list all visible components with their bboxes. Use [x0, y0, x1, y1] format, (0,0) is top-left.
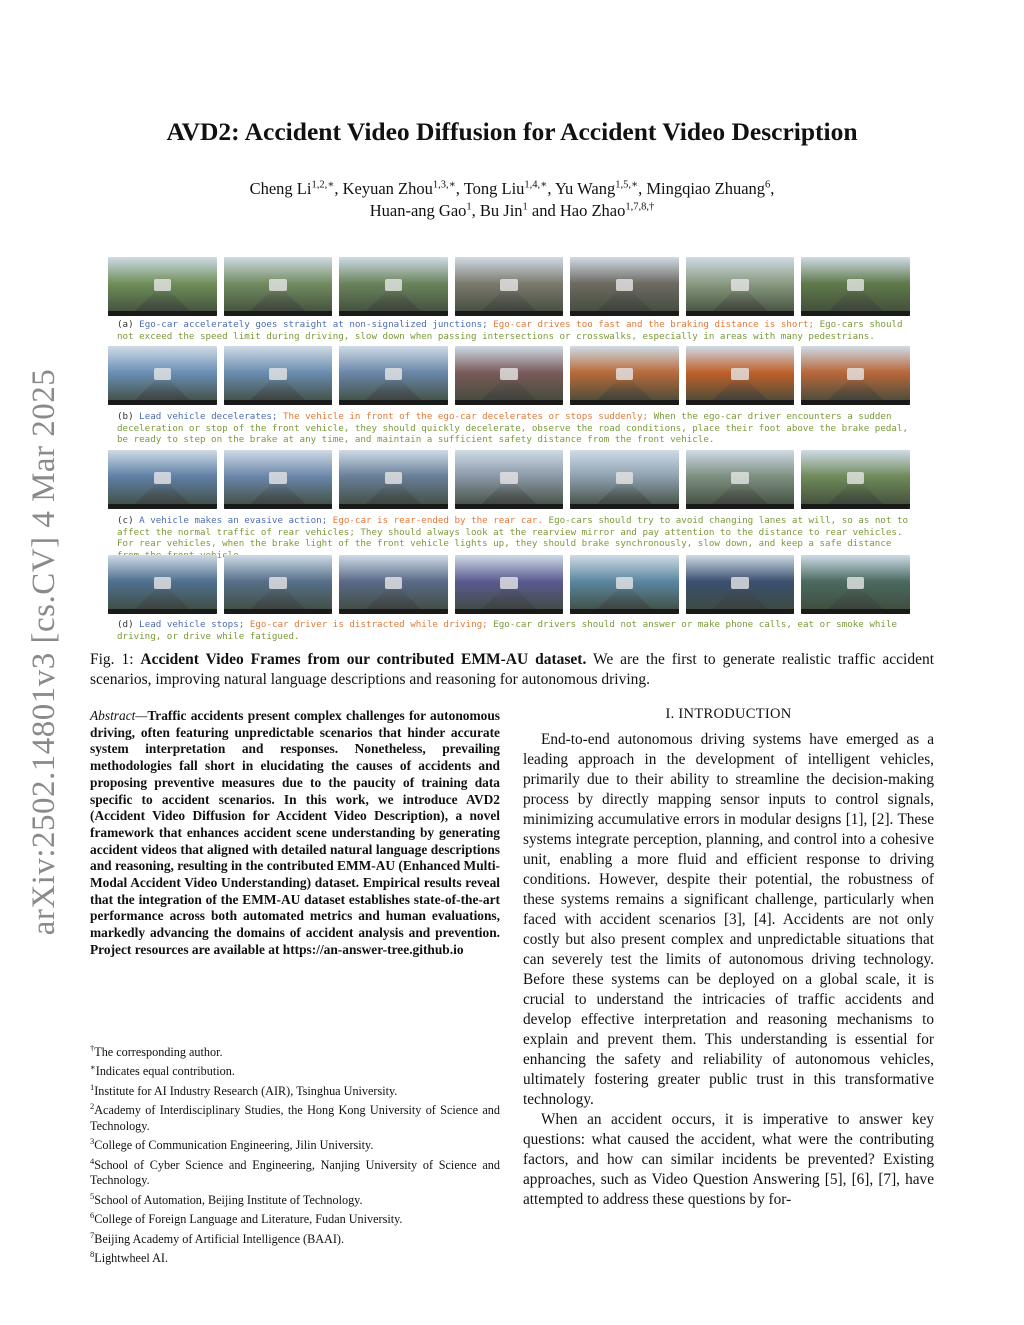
video-frame — [108, 555, 217, 614]
abstract-text: Traffic accidents present complex challenges for autonomous driving, often featuring unpredictable scenarios that hinder accurate system interpretation and responses. Nonetheless, prevailing methodologies fall short in elucidating the causes of accidents and proposing preventive measures due to the paucity of training data specific to accident scenarios. In this work, we introduce AVD2 (Accident Video Diffusion for Accident Video Description), a novel framework that enhances accident scene understanding by generating accident videos that aligned with detailed natural language descriptions and reasoning, resulting in the contributed EMM-AU (Enhanced Multi-Modal Accident Video Understanding) dataset. Empirical results reveal that the integration of the EMM-AU dataset establishes state-of-the-art performance across both automated metrics and human evaluations, markedly advancing the domains of accident analysis and prevention. Project resources are available at https://an-answer-tree.github.io — [90, 708, 500, 957]
figure-row-b-caption: (b) Lead vehicle decelerates; The vehicle in front of the ego-car decelerates or stops suddenly; When the ego-car driver encounters a sudden deceleration or stop of the front vehicle, they should quickly decelerate, observe the road conditions, place their foot above the brake pedal, be ready to step on the brake at any time, and maintain a sufficient safety distance from the front vehicle. — [117, 411, 908, 446]
footnote: $^6$College of Foreign Language and Literature, Fudan University. — [90, 1210, 403, 1227]
author-6: Bu Jin$^1$ and — [479, 201, 560, 220]
author-1: Keyuan Zhou$^{1,3,∗}$, — [342, 178, 464, 198]
figure-caption: Fig. 1: Accident Video Frames from our contributed EMM-AU dataset. We are the first to generate realistic traffic accident scenarios, improving natural language descriptions and reasoning for autonomous driving. — [90, 651, 935, 688]
video-frame — [108, 346, 217, 405]
figure-row-d-caption: (d) Lead vehicle stops; Ego-car driver is distracted while driving; Ego-car drivers should not answer or make phone calls, eat or smoke while driving, or drive while fatigued. — [117, 619, 898, 642]
footnote: $^1$Institute for AI Industry Research (AIR), Tsinghua University. — [90, 1081, 398, 1098]
author-0: Cheng $Li^{1,2,∗}$, — [249, 178, 343, 198]
footnote: $^4$School of Cyber Science and Engineering, Nanjing University of Science and Technology. — [90, 1155, 500, 1188]
video-frame — [108, 450, 217, 509]
video-frame — [224, 346, 333, 405]
footnote: $^8$Lightwheel AI. — [90, 1249, 169, 1266]
figure-row-a-caption: (a) Ego-car accelerately goes straight at non-signalized junctions; Ego-car drives too fast and the braking distance is short; Ego-cars should not exceed the speed limit during driving, slow down when passing intersections or crosswalks, especially in areas with many pedestrians. — [117, 319, 903, 342]
author-2: Tong Liu$^{1,4,∗}$, — [463, 178, 555, 198]
video-frame — [686, 346, 795, 405]
author-line-2 — [0, 201, 1024, 221]
video-frame — [224, 257, 333, 316]
abstract: Abstract—Traffic accidents present complex challenges for autonomous driving, often featuring unpredictable scenarios that hinder accurate system interpretation and responses. Nonetheless, prevailing methodologies fall short in elucidating the causes of accidents and proposing preventive measures due to the paucity of training data specific to accident scenarios. In this work, we introduce AVD2 (Accident Video Diffusion for Accident Video Description), a novel framework that enhances accident scene understanding by generating accident videos that aligned with detailed natural language descriptions and reasoning, resulting in the contributed EMM-AU (Enhanced Multi-Modal Accident Video Understanding) dataset. Empirical results reveal that the integration of the EMM-AU dataset establishes state-of-the-art performance across both automated metrics and human evaluations, markedly advancing the domains of accident analysis and prevention. Project resources are available at https://an-answer-tree.github.io — [90, 708, 500, 957]
introduction-body — [523, 730, 934, 1210]
footnote: $^2$Academy of Interdisciplinary Studies, the Hong Kong University of Science and Technology. — [90, 1101, 500, 1133]
footnote: $^7$Beijing Academy of Artificial Intelligence (BAAI). — [90, 1229, 345, 1246]
video-frame — [801, 450, 910, 509]
section-heading: I. INTRODUCTION — [665, 706, 792, 722]
video-frame — [455, 450, 564, 509]
paragraph: When an accident occurs, it is imperative to answer key questions: what caused the accident, what were the contributing factors, and how can similar incidents be prevented? Existing approaches, such as Video Question Answering [5], [6], [7], have attempted to address these questions by for- — [523, 1111, 934, 1208]
video-frame — [570, 450, 679, 509]
video-frame — [455, 346, 564, 405]
video-frame — [686, 450, 795, 509]
figure-row-d-frames — [108, 555, 910, 614]
video-frame — [801, 555, 910, 614]
video-frame — [570, 257, 679, 316]
arxiv-identifier: arXiv:2502.14801v3 [cs.CV] 4 Mar 2025 — [26, 368, 62, 936]
video-frame — [455, 555, 564, 614]
figure-row-a-frames — [108, 257, 910, 316]
footnotes — [90, 1041, 500, 1267]
video-frame — [224, 450, 333, 509]
author-5: Huan-ang Gao$^1$, — [369, 201, 480, 220]
figure-row-c-frames — [108, 450, 910, 509]
figure-row-c-caption: (c) A vehicle makes an evasive action; Ego-car is rear-ended by the rear car. Ego-cars should try to avoid changing lanes at will, so as not to affect the normal traffic of rear vehicles; They should always look at the rearview mirror and pay attention to the distance to rear vehicles. For rear vehicles, when the brake light of the front vehicle lights up, they should brake synchronously, slow down, and keep a safe distance vehicle. — [117, 515, 909, 561]
video-frame — [801, 346, 910, 405]
video-frame — [339, 346, 448, 405]
author-line-1 — [0, 178, 1024, 199]
footnote: ∗Indicates equal contribution. — [90, 1062, 235, 1079]
footnote: $^5$School of Automation, Beijing Institute of Technology. — [90, 1190, 363, 1207]
video-frame — [339, 555, 448, 614]
paragraph: End-to-end autonomous driving systems have emerged as a leading approach in the development of intelligent vehicles, primarily due to their ability to streamline the decision-making process by directly mapping sensor inputs to control signals, minimizing accumulative errors in modular designs [1], [2]. These systems integrate perception, planning, and control into a cohesive unit, enabling a more fluid and efficient response to driving conditions. However, despite their potential, the robustness of these systems remains a significant challenge, particularly when faced with accident scenarios [3], [4]. Accidents are not only costly but also present complex and unpredictable situations that can severely test the limits of autonomous driving technology. Before these systems can be deployed on a global scale, it is crucial to understand the intricacies of traffic accidents and develop effective interpretation and reasoning mechanisms to explain and prevent them. This understanding is essential for enhancing the safety and reliability of autonomous vehicles, ultimately fostering greater public trust in this transformative technology. — [523, 731, 934, 1108]
video-frame — [339, 257, 448, 316]
video-frame — [455, 257, 564, 316]
abstract-label: Abstract — [90, 708, 136, 723]
figure-row-b-frames — [108, 346, 910, 405]
video-frame — [339, 450, 448, 509]
video-frame — [570, 555, 679, 614]
video-frame — [570, 346, 679, 405]
footnote: $^3$College of Communication Engineering, Jilin University. — [90, 1136, 374, 1153]
video-frame — [108, 257, 217, 316]
footnote: †The corresponding author. — [90, 1043, 223, 1060]
video-frame — [686, 257, 795, 316]
video-frame — [224, 555, 333, 614]
author-4: Mingqiao Zhuang$^6$, — [646, 178, 775, 198]
author-7: Hao Zhao$^{1,7,8,\dagger}$ — [559, 201, 655, 220]
paper-title: AVD2: Accident Video Diffusion for Accident Video Description — [166, 117, 858, 146]
author-3: Yu Wang$^{1,5,∗}$, — [554, 178, 647, 198]
video-frame — [801, 257, 910, 316]
video-frame — [686, 555, 795, 614]
